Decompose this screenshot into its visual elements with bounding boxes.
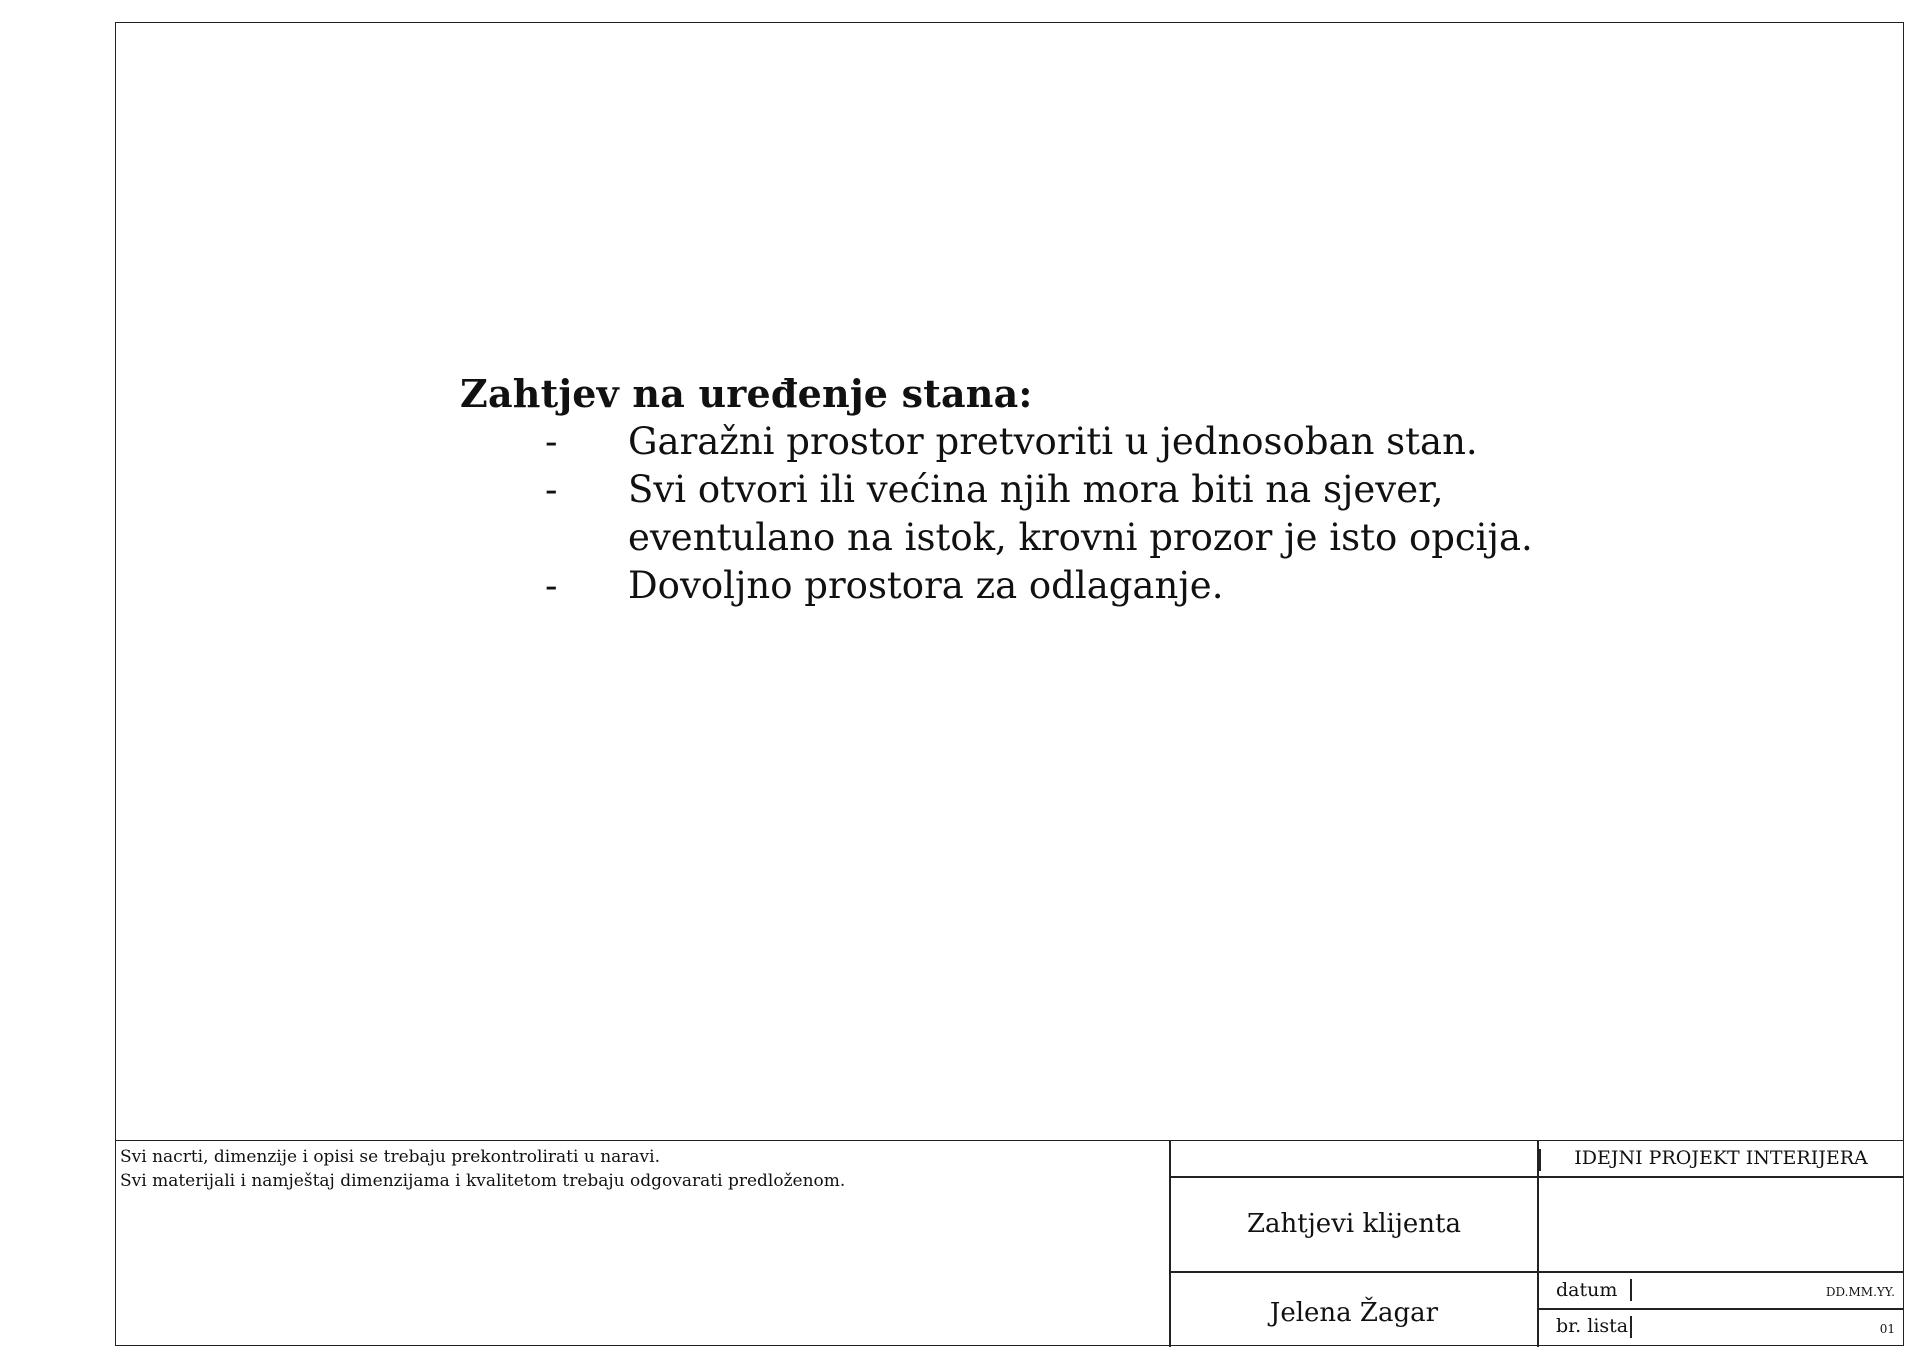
date-value: DD.MM.YY. [1825, 1285, 1895, 1299]
title-block-tick [1630, 1279, 1632, 1301]
request-section [460, 370, 1560, 610]
title-block-tick [1630, 1316, 1632, 1338]
request-list [460, 418, 1560, 610]
sheet-title: Zahtjevi klijenta [1246, 1209, 1461, 1239]
list-dash: - [545, 468, 558, 511]
list-dash: - [545, 420, 558, 463]
request-item [460, 466, 1560, 562]
title-block-divider [1537, 1308, 1904, 1310]
request-item [460, 418, 1560, 466]
request-heading: Zahtjev na uređenje stana: [460, 371, 1033, 416]
title-block [115, 1140, 1904, 1346]
sheet-number-label: br. lista [1556, 1315, 1629, 1337]
project-name: IDEJNI PROJEKT INTERIJERA [1574, 1147, 1868, 1169]
request-item-text: Garažni prostor pretvoriti u jednosoban stan. [628, 420, 1478, 463]
note-line: Svi materijali i namještaj dimenzijama i kvalitetom trebaju odgovarati predloženom. [120, 1171, 846, 1191]
title-block-notes [120, 1145, 845, 1193]
author-name: Jelena Žagar [1269, 1298, 1439, 1328]
request-item-text: Svi otvori ili većina njih mora biti na sjever, [628, 468, 1444, 511]
list-dash: - [545, 564, 558, 607]
request-item [460, 562, 1560, 610]
request-item-text-continuation: eventulano na istok, krovni prozor je isto opcija. [628, 516, 1533, 559]
sheet-number-value: 01 [1879, 1322, 1895, 1336]
date-label: datum [1556, 1279, 1618, 1301]
request-item-text: Dovoljno prostora za odlaganje. [628, 564, 1224, 607]
title-block-divider [1537, 1141, 1539, 1347]
note-line: Svi nacrti, dimenzije i opisi se trebaju prekontrolirati u naravi. [120, 1147, 660, 1167]
